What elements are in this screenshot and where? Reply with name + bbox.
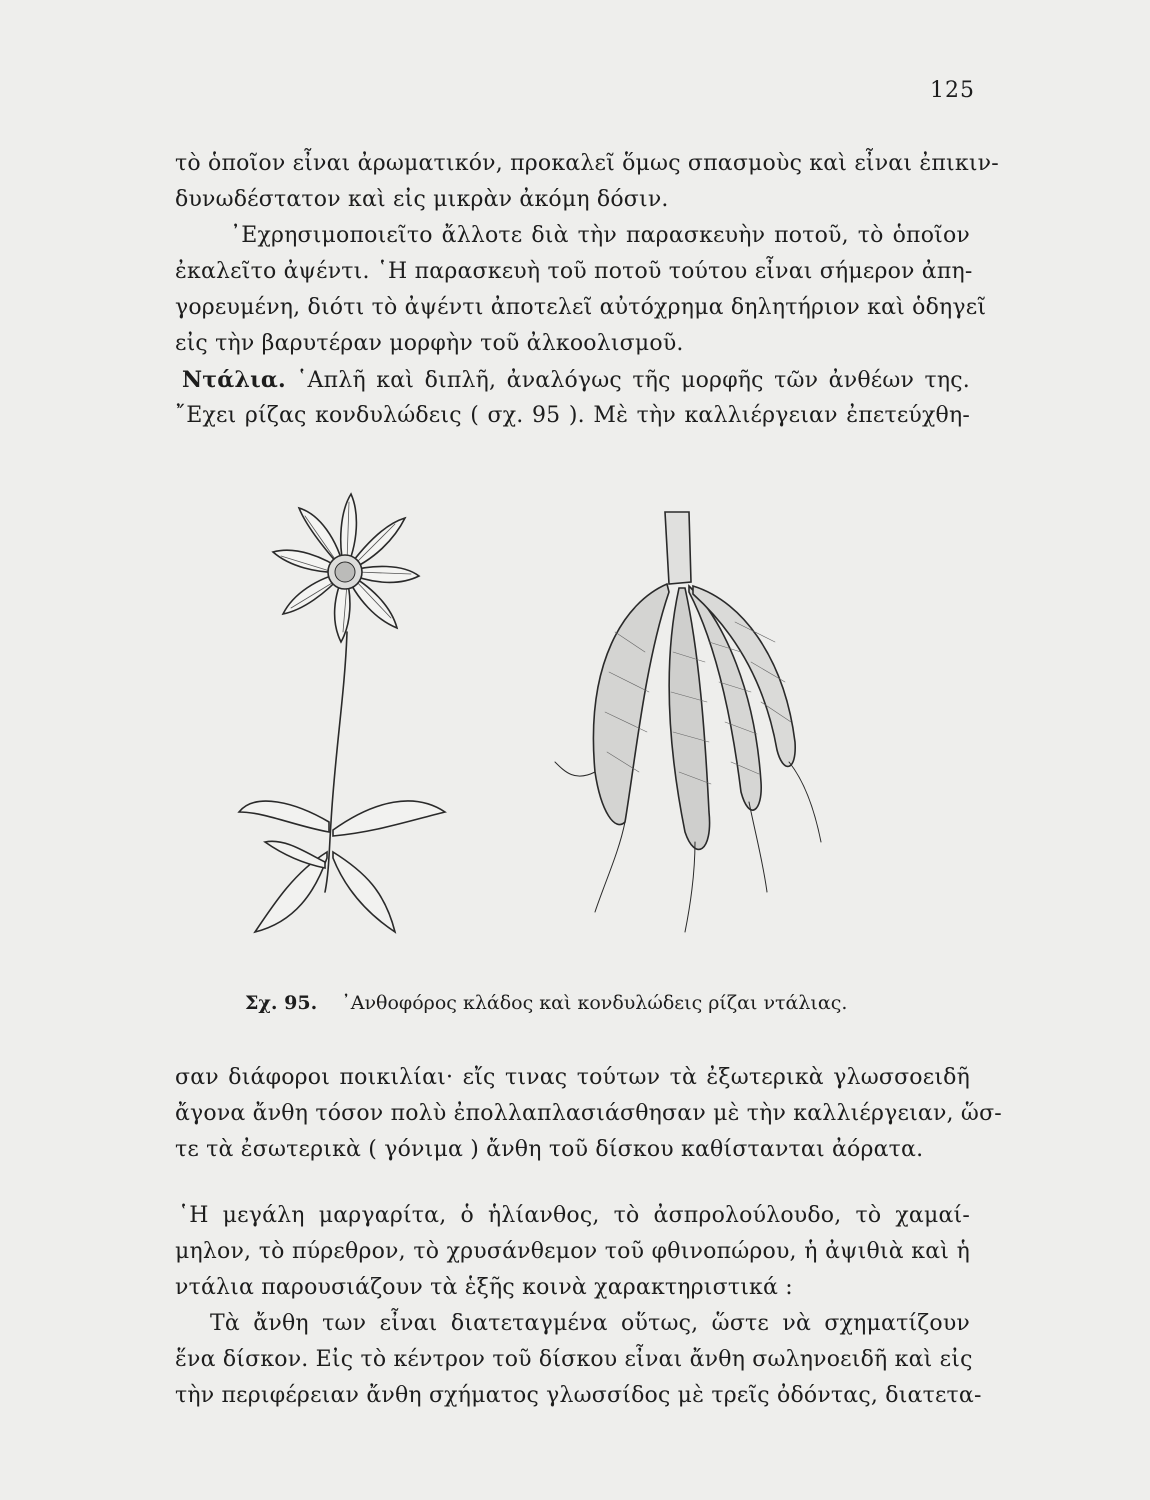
text-line: ῾Η μεγάλη μαργαρίτα, ὁ ἡλίανθος, τὸ ἀσπρολούλουδο, τὸ χαμαί-	[178, 1203, 970, 1228]
text-line: εἰς τὴν βαρυτέραν μορφὴν τοῦ ἀλκοολισμοῦ.	[175, 331, 684, 356]
text-line: ἐκαλεῖτο ἀψέντι. ῾Η παρασκευὴ τοῦ ποτοῦ τούτου εἶναι σήμερον ἀπη-	[175, 259, 973, 284]
dahlia-line-rest: ῾Απλῆ καὶ διπλῆ, ἀναλόγως τῆς μορφῆς τῶν ἀνθέων της.	[296, 368, 970, 393]
text-line: τὸ ὁποῖον εἶναι ἀρωματικόν, προκαλεῖ ὅμως σπασμοὺς καὶ εἶναι ἐπικιν-	[175, 151, 999, 176]
figure-caption	[245, 992, 847, 1014]
dahlia-tubers	[555, 512, 821, 932]
page-number: 125	[930, 78, 975, 103]
text-line: ἄγονα ἄνθη τόσον πολὺ ἐπολλαπλασιάσθησαν μὲ τὴν καλλιέργειαν, ὥσ-	[175, 1101, 1002, 1126]
text-line: ἕνα δίσκον. Εἰς τὸ κέντρον τοῦ δίσκου εἶναι ἄνθη σωληνοειδῆ καὶ εἰς	[175, 1347, 973, 1372]
figure-caption-text: ᾿Ανθοφόρος κλάδος καὶ κονδυλώδεις ρίζαι ντάλιας.	[341, 992, 848, 1014]
text-line: ᾿Εχρησιμοποιεῖτο ἄλλοτε διὰ τὴν παρασκευὴν ποτοῦ, τὸ ὁποῖον	[230, 223, 970, 248]
dahlia-illustration	[235, 492, 975, 962]
dahlia-flower	[273, 494, 419, 642]
text-line: τε τὰ ἐσωτερικὰ ( γόνιμα ) ἄνθη τοῦ δίσκου καθίστανται ἀόρατα.	[175, 1137, 924, 1162]
text-line: γορευμένη, διότι τὸ ἀψέντι ἀποτελεῖ αὐτόχρημα δηλητήριον καὶ ὁδηγεῖ	[175, 295, 987, 320]
dahlia-heading: Ντάλια.	[182, 367, 286, 393]
text-line: ῎Εχει ρίζας κονδυλώδεις ( σχ. 95 ). Μὲ τὴν καλλιέργειαν ἐπετεύχθη-	[175, 403, 970, 428]
dahlia-line	[182, 366, 970, 395]
text-line: σαν διάφοροι ποικιλίαι· εἴς τινας τούτων τὰ ἐξωτερικὰ γλωσσοειδῆ	[175, 1065, 970, 1090]
text-line: Τὰ ἄνθη των εἶναι διατεταγμένα οὕτως, ὥστε νὰ σχηματίζουν	[210, 1311, 970, 1336]
text-line: μηλον, τὸ πύρεθρον, τὸ χρυσάνθεμον τοῦ φθινοπώρου, ἡ ἀψιθιὰ καὶ ἡ	[175, 1239, 970, 1264]
text-line: ντάλια παρουσιάζουν τὰ ἑξῆς κοινὰ χαρακτηριστικά :	[175, 1275, 793, 1300]
figure-number: Σχ. 95.	[245, 992, 318, 1014]
text-line: δυνωδέστατον καὶ εἰς μικρὰν ἀκόμη δόσιν.	[175, 187, 669, 212]
dahlia-leaves	[239, 801, 445, 932]
text-line: τὴν περιφέρειαν ἄνθη σχήματος γλωσσίδος μὲ τρεῖς ὀδόντας, διατετα-	[175, 1383, 982, 1408]
